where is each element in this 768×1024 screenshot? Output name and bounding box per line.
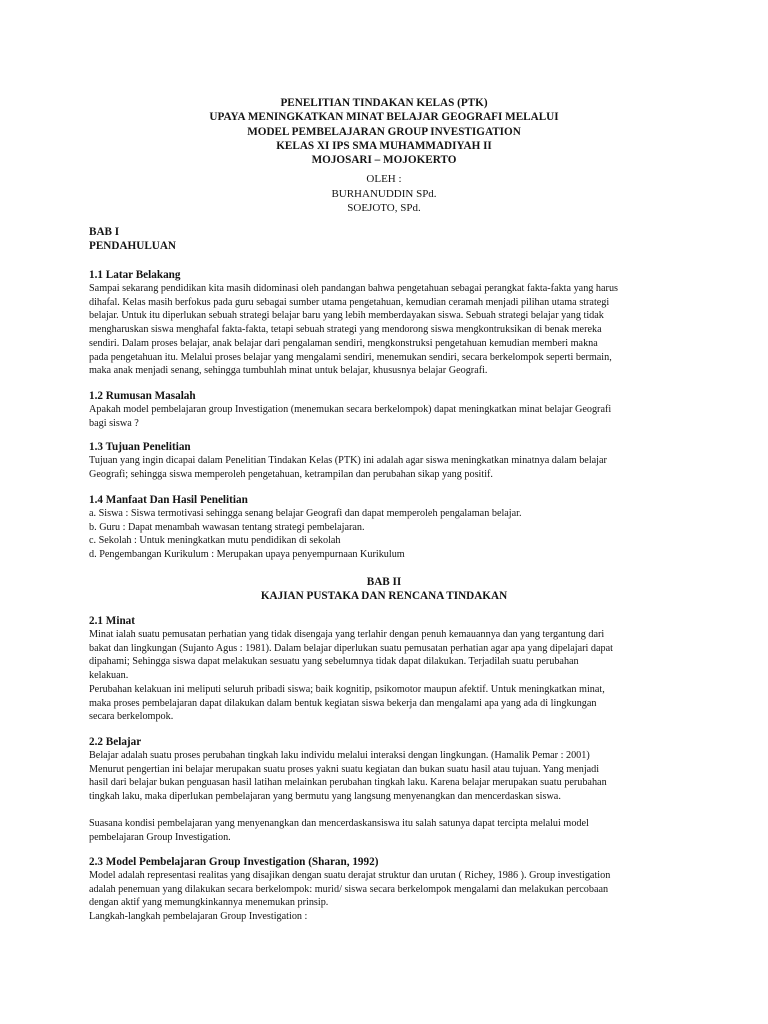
paragraph-line: pada pengetahuan itu. Melalui proses belajar yang mengalami sendiri, menemukan sendiri, secara berkelompok seperti bermain, [89, 351, 612, 363]
paragraph-line: Minat ialah suatu pemusatan perhatian yang tidak disengaja yang terlahir dengan penuh kemauannya dan yang tergantung dari [89, 629, 605, 640]
paragraph-line: bagi siswa ? [89, 417, 139, 429]
title-line: MOJOSARI – MOJOKERTO [311, 154, 457, 167]
section-heading: 2.3 Model Pembelajaran Group Investigation (Sharan, 1992) [89, 856, 379, 868]
paragraph-line: belajar. Untuk itu diperlukan sebuah strategi belajar baru yang lebih memberdayakan siswa. Sebuah strategi belajar yang tidak [89, 310, 604, 322]
section-1-2 [89, 389, 685, 430]
section-heading: 1.4 Manfaat Dan Hasil Penelitian [89, 494, 248, 506]
paragraph-line: hasil dari belajar bukan penguasan hasil latihan melainkan perubahan tingkah laku. Karena belajar merupakan suatu perubahan [89, 777, 607, 789]
paragraph-line: dengan aktif yang memungkinkannya menemukan prinsip. [89, 897, 329, 909]
paragraph-line: Menurut pengertian ini belajar merupakan suatu proses yakni suatu kegiatan dan bukan suatu hasil atau tujuan. Yang menjadi [89, 763, 600, 775]
chapter-2-heading [0, 575, 768, 603]
chapter-1-heading [89, 225, 685, 253]
section-2-3 [89, 855, 685, 924]
paragraph-line: tingkah laku, maka diperlukan pembelajaran yang bermutu yang langsung menyenangkan dan mencerdaskan siswa. [89, 791, 561, 803]
chapter-title: PENDAHULUAN [89, 240, 177, 252]
paragraph-line: Apakah model pembelajaran group Investigation (menemukan secara berkelompok) dapat meningkatkan minat belajar Geografi [89, 404, 612, 415]
list-item: d. Pengembangan Kurikulum : Merupakan upaya penyempurnaan Kurikulum [89, 549, 405, 561]
paragraph-line: adalah penemuan yang dilakukan secara berkelompok: murid/ siswa secara berkelompok mengalami dan melakukan percobaan [89, 883, 609, 895]
section-2-2-paragraph-2 [89, 817, 685, 844]
chapter-label: BAB I [89, 226, 120, 238]
section-2-2 [89, 735, 685, 804]
paragraph-line: Model adalah representasi realitas yang disajikan dengan suatu derajat struktur dan urutan ( Richey, 1986 ). Group investigation [89, 870, 611, 881]
paragraph-line: Perubahan kelakuan ini meliputi seluruh pribadi siswa; baik kognitip, psikomotor maupun afektif. Untuk meningkatkan minat, [89, 683, 605, 695]
paragraph-line: dihafal. Kelas masih berfokus pada guru sebagai sumber utama pengetahuan, kemudian ceramah menjadi pilihan utama strategi [89, 296, 610, 308]
paragraph-line: mengharuskan siswa menghafal fakta-fakta, tetapi sebuah strategi yang mendorong siswa mengkontruksikan di benak mereka [89, 324, 602, 336]
paragraph-line: pembelajaran Group Investigation. [89, 831, 231, 843]
section-2-1 [89, 614, 685, 724]
author-line: OLEH : [366, 173, 402, 185]
title-line: KELAS XI IPS SMA MUHAMMADIYAH II [276, 139, 492, 152]
section-heading: 1.3 Tujuan Penelitian [89, 441, 191, 453]
authors-block [0, 172, 768, 216]
paragraph-line: Suasana kondisi pembelajaran yang menyenangkan dan mencerdaskansiswa itu salah satunya dapat tercipta melalui model [89, 818, 589, 829]
list-item: a. Siswa : Siswa termotivasi sehingga senang belajar Geografi dan dapat memperoleh pengalaman belajar. [89, 508, 522, 519]
section-heading: 1.2 Rumusan Masalah [89, 390, 196, 402]
title-line: UPAYA MENINGKATKAN MINAT BELAJAR GEOGRAFI MELALUI [209, 111, 559, 124]
paragraph-line: maka proses pembelajaran dapat dilakukan dalam bentuk kegiatan siswa bekerja dan mengalami apa yang ada di lingkungan [89, 697, 597, 709]
title-line: MODEL PEMBELAJARAN GROUP INVESTIGATION [247, 125, 521, 138]
section-1-1 [89, 268, 685, 378]
title-line: PENELITIAN TINDAKAN KELAS (PTK) [280, 97, 488, 109]
paragraph-line: kelakuan. [89, 670, 129, 682]
section-heading: 2.1 Minat [89, 615, 135, 627]
section-1-4 [89, 493, 685, 562]
paragraph-line: bakat dan lingkungan (Sujanto Agus : 1981). Dalam belajar diperlukan suatu pemusatan perhatian agar apa yang dipelajari dapat [89, 642, 613, 654]
paragraph-line: sendiri. Dalam proses belajar, anak belajar dari pengalaman sendiri, mengkonstruksi pengetahuan kemudian memberi makna [89, 337, 598, 349]
chapter-label: BAB II [366, 576, 402, 588]
section-heading: 2.2 Belajar [89, 736, 142, 748]
chapter-title: KAJIAN PUSTAKA DAN RENCANA TINDAKAN [260, 590, 508, 602]
paragraph-line: maka anak menjadi senang, sehingga tumbuhlah minat untuk belajar, khususnya belajar Geografi. [89, 365, 488, 377]
list-item: b. Guru : Dapat menambah wawasan tentang strategi pembelajaran. [89, 521, 365, 533]
author-line: BURHANUDDIN SPd. [331, 187, 437, 200]
paragraph-line: Belajar adalah suatu proses perubahan tingkah laku individu melalui interaksi dengan lingkungan. (Hamalik Pemar : 2001) [89, 750, 590, 761]
paragraph-line: secara berkelompok. [89, 711, 174, 723]
paragraph-line: Tujuan yang ingin dicapai dalam Penelitian Tindakan Kelas (PTK) ini adalah agar siswa meningkatkan minatnya dalam belajar [89, 455, 607, 466]
section-heading: 1.1 Latar Belakang [89, 269, 181, 281]
section-1-3 [89, 440, 685, 481]
document-title [0, 96, 768, 167]
paragraph-line: Sampai sekarang pendidikan kita masih didominasi oleh pandangan bahwa pengetahuan sebagai perangkat fakta-fakta yang harus [89, 283, 618, 294]
paragraph-line: Langkah-langkah pembelajaran Group Investigation : [89, 911, 308, 923]
list-item: c. Sekolah : Untuk meningkatkan mutu pendidikan di sekolah [89, 535, 341, 547]
author-line: SOEJOTO, SPd. [347, 202, 421, 214]
paragraph-line: dipahami; Sehingga siswa dapat melakukan sesuatu yang sebelumnya tidak dapat dilakukan. Terjadilah suatu perubahan [89, 656, 579, 668]
paragraph-line: Geografi; sehingga siswa memperoleh pengetahuan, ketrampilan dan perubahan sikap yang positif. [89, 468, 493, 480]
